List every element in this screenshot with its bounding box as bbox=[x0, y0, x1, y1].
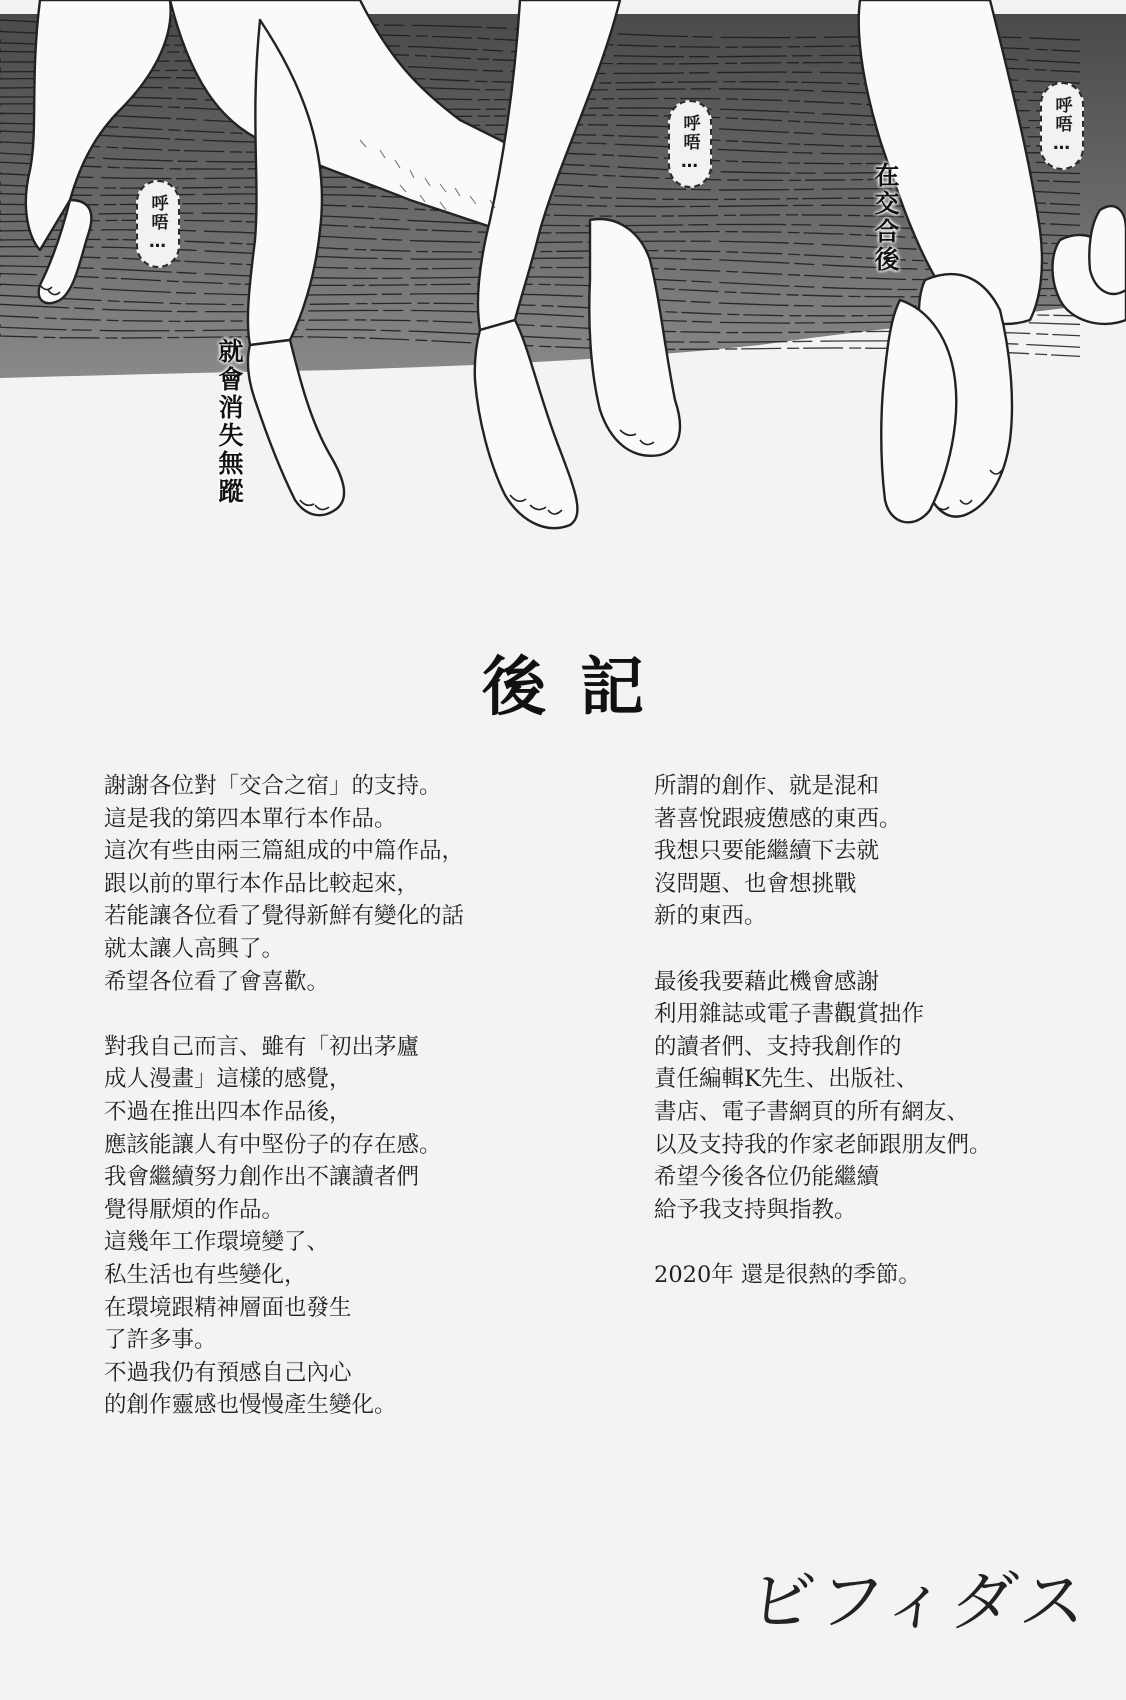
afterword-line: 我會繼續努力創作出不讓讀者們 bbox=[104, 1164, 420, 1191]
afterword-line: 私生活也有些變化， bbox=[104, 1261, 307, 1288]
afterword-line: 責任編輯K先生、出版社、 bbox=[654, 1066, 919, 1093]
afterword-line: 給予我支持與指教。 bbox=[654, 1196, 857, 1223]
afterword-line: 這次有些由兩三篇組成的中篇作品， bbox=[104, 838, 465, 865]
narration-box bbox=[864, 156, 906, 284]
sound-effect-bubble bbox=[668, 100, 712, 188]
afterword-line: 書店、電子書網頁的所有網友、 bbox=[654, 1098, 970, 1125]
afterword-line: 謝謝各位對「交合之宿」的支持。 bbox=[104, 773, 442, 799]
afterword-line: 所謂的創作、就是混和 bbox=[654, 773, 880, 799]
afterword-line: 以及支持我的作家老師跟朋友們。 bbox=[654, 1131, 992, 1158]
sound-effect-text: 呼唔… bbox=[1051, 96, 1072, 156]
afterword-line: 希望今後各位仍能繼續 bbox=[654, 1164, 880, 1191]
panel-artwork bbox=[0, 0, 1126, 560]
afterword-line: 的讀者們、支持我創作的 bbox=[654, 1033, 902, 1060]
sound-effect-bubble bbox=[136, 180, 180, 268]
afterword-title: 後記 bbox=[482, 650, 678, 725]
afterword-line: 利用雜誌或電子書觀賞拙作 bbox=[654, 1001, 925, 1028]
sound-effect-text: 呼唔… bbox=[679, 114, 700, 174]
author-signature: ビフィダス bbox=[745, 1563, 1094, 1640]
paragraph-gap bbox=[654, 1226, 992, 1259]
afterword-line: 不過我仍有預感自己內心 bbox=[104, 1359, 352, 1386]
narration-box bbox=[208, 332, 250, 516]
narration-text: 在交合後 bbox=[871, 162, 900, 274]
afterword-right-column bbox=[654, 770, 992, 1292]
paragraph-gap bbox=[104, 998, 464, 1031]
afterword-line: 若能讓各位看了覺得新鮮有變化的話 bbox=[104, 903, 465, 930]
afterword-line: 對我自己而言、雖有「初出茅廬 bbox=[104, 1033, 420, 1060]
sound-effect-text: 呼唔… bbox=[147, 194, 168, 254]
afterword-line: 我想只要能繼續下去就 bbox=[654, 838, 880, 865]
afterword-line: 覺得厭煩的作品。 bbox=[104, 1196, 285, 1223]
afterword-line: 的創作靈感也慢慢產生變化。 bbox=[104, 1392, 397, 1419]
narration-text: 就會消失無蹤 bbox=[215, 338, 244, 506]
afterword-line: 就太讓人高興了。 bbox=[104, 935, 285, 962]
sound-effect-bubble bbox=[1040, 82, 1084, 170]
afterword-line: 最後我要藉此機會感謝 bbox=[654, 968, 880, 995]
afterword-line: 希望各位看了會喜歡。 bbox=[104, 968, 330, 995]
manga-panel bbox=[0, 0, 1126, 560]
afterword-line: 應該能讓人有中堅份子的存在感。 bbox=[104, 1131, 442, 1158]
afterword-line: 新的東西。 bbox=[654, 903, 767, 930]
paragraph-gap bbox=[654, 933, 992, 966]
afterword-line: 沒問題、也會想挑戰 bbox=[654, 870, 857, 897]
afterword-line: 這幾年工作環境變了、 bbox=[104, 1229, 330, 1256]
afterword-line: 了許多事。 bbox=[104, 1327, 217, 1354]
afterword-line: 這是我的第四本單行本作品。 bbox=[104, 805, 397, 832]
afterword-line: 成人漫畫」這樣的感覺， bbox=[104, 1066, 352, 1093]
afterword-line: 2020年 還是很熱的季節。 bbox=[654, 1261, 921, 1288]
afterword-line: 在環境跟精神層面也發生 bbox=[104, 1294, 352, 1321]
afterword-left-column bbox=[104, 770, 464, 1422]
afterword-line: 著喜悅跟疲憊感的東西。 bbox=[654, 805, 902, 832]
afterword-line: 跟以前的單行本作品比較起來， bbox=[104, 870, 420, 897]
afterword-line: 不過在推出四本作品後， bbox=[104, 1098, 352, 1125]
